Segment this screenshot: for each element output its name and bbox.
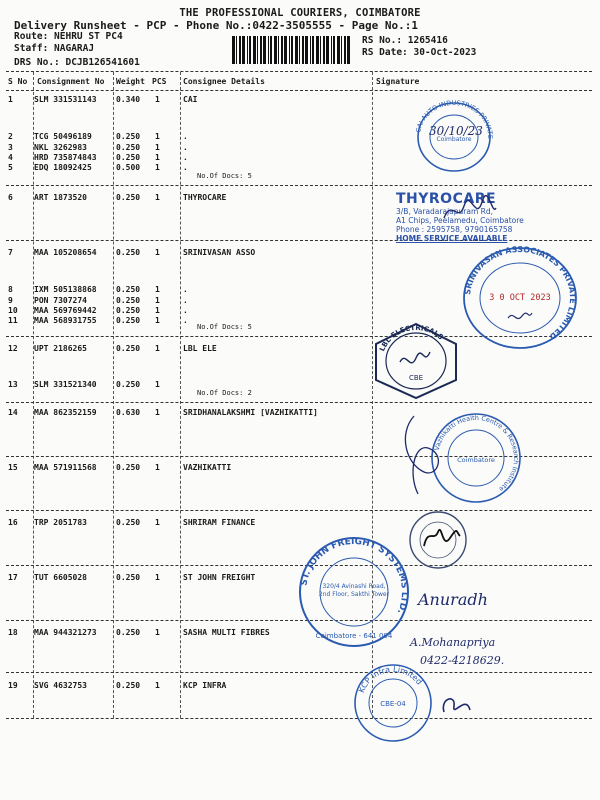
row-divider xyxy=(6,672,592,673)
row-consignment: MAA 862352159 xyxy=(34,408,97,417)
row-weight: 0.250 xyxy=(116,132,141,141)
row-pcs: 1 xyxy=(155,518,160,527)
row-weight: 0.250 xyxy=(116,248,141,257)
barcode-icon xyxy=(232,36,354,64)
row-weight: 0.250 xyxy=(116,296,141,305)
row-sno: 14 xyxy=(8,408,18,417)
runsheet-subtitle: Delivery Runsheet - PCP - Phone No.:0422-3505555 - Page No.:1 xyxy=(14,19,418,32)
row-consignment: IXM 505138868 xyxy=(34,285,97,294)
row-consignment: TRP 2051783 xyxy=(34,518,87,527)
svg-text:Coimbatore: Coimbatore xyxy=(457,456,495,464)
row-weight: 0.250 xyxy=(116,573,141,582)
lbl-stamp xyxy=(370,320,462,402)
row-pcs: 1 xyxy=(155,285,160,294)
rs-date: RS Date: 30-Oct-2023 xyxy=(362,47,477,58)
row-consignment: SLM 331531143 xyxy=(34,95,97,104)
svg-text:30/10/23: 30/10/23 xyxy=(429,124,483,138)
col-sno: S No xyxy=(8,77,28,86)
doc-count: No.Of Docs: 5 xyxy=(197,172,252,180)
row-pcs: 1 xyxy=(155,95,160,104)
row-consignment: MAA 569769442 xyxy=(34,306,97,315)
row-pcs: 1 xyxy=(155,248,160,257)
doc-count: No.Of Docs: 2 xyxy=(197,389,252,397)
svg-text:Coimbatore - 641 004: Coimbatore - 641 004 xyxy=(315,632,393,640)
row-sno: 11 xyxy=(8,316,18,325)
divider xyxy=(6,90,592,91)
col-consignee: Consignee Details xyxy=(183,77,265,86)
row-pcs: 1 xyxy=(155,628,160,637)
row-consignment: TCG 50496189 xyxy=(34,132,92,141)
row-sno: 4 xyxy=(8,153,13,162)
row-sno: 13 xyxy=(8,380,18,389)
row-sno: 18 xyxy=(8,628,18,637)
row-pcs: 1 xyxy=(155,681,160,690)
row-weight: 0.340 xyxy=(116,95,141,104)
row-consignee: KCP INFRA xyxy=(183,681,227,690)
signature-sasha-phone: 0422-4218629. xyxy=(420,654,505,667)
row-pcs: 1 xyxy=(155,573,160,582)
doc-count: No.Of Docs: 5 xyxy=(197,323,252,331)
svg-text:SRINIVASAN ASSOCIATES PRIVATE: SRINIVASAN ASSOCIATES PRIVATE LIMITED xyxy=(463,244,578,342)
cai-stamp xyxy=(410,97,500,177)
row-pcs: 1 xyxy=(155,143,160,152)
svg-text:LBL ELECTRICALS: LBL ELECTRICALS xyxy=(378,323,445,353)
row-consignee: SRINIVASAN ASSO xyxy=(183,248,256,257)
svg-text:ST. JOHN FREIGHT SYSTEMS LTD.: ST. JOHN FREIGHT SYSTEMS LTD. xyxy=(299,536,410,616)
row-consignment: UPT 2186265 xyxy=(34,344,87,353)
row-pcs: 1 xyxy=(155,344,160,353)
row-weight: 0.250 xyxy=(116,344,141,353)
row-weight: 0.250 xyxy=(116,380,141,389)
row-sno: 8 xyxy=(8,285,13,294)
row-pcs: 1 xyxy=(155,153,160,162)
stjohn-stamp xyxy=(292,532,416,650)
row-consignment: PON 7307274 xyxy=(34,296,87,305)
row-weight: 0.250 xyxy=(116,681,141,690)
row-sno: 9 xyxy=(8,296,13,305)
row-weight: 0.250 xyxy=(116,306,141,315)
row-pcs: 1 xyxy=(155,163,160,172)
row-consignee: . xyxy=(183,132,188,141)
row-weight: 0.250 xyxy=(116,143,141,152)
row-consignment: MAA 944321273 xyxy=(34,628,97,637)
row-consignee: VAZHIKATTI xyxy=(183,463,232,472)
row-consignee: . xyxy=(183,153,188,162)
row-weight: 0.250 xyxy=(116,628,141,637)
svg-text:KCP Infra Limited: KCP Infra Limited xyxy=(356,664,424,695)
row-sno: 3 xyxy=(8,143,13,152)
row-consignee: ST JOHN FREIGHT xyxy=(183,573,256,582)
row-pcs: 1 xyxy=(155,380,160,389)
row-pcs: 1 xyxy=(155,296,160,305)
row-pcs: 1 xyxy=(155,306,160,315)
signature-stjohn: Anuradh xyxy=(418,590,488,609)
row-consignee: CAI xyxy=(183,95,198,104)
row-consignee: SHRIRAM FINANCE xyxy=(183,518,256,527)
col-consignment: Consignment No xyxy=(37,77,105,86)
row-sno: 1 xyxy=(8,95,13,104)
row-weight: 0.500 xyxy=(116,163,141,172)
row-sno: 15 xyxy=(8,463,18,472)
row-weight: 0.630 xyxy=(116,408,141,417)
rs-number: RS No.: 1265416 xyxy=(362,35,448,46)
row-sno: 17 xyxy=(8,573,18,582)
staff-label: Staff: NAGARAJ xyxy=(14,43,95,54)
row-consignee: LBL ELE xyxy=(183,344,217,353)
svg-text:CBE-04: CBE-04 xyxy=(380,700,406,708)
row-consignee: SRIDHANALAKSHMI [VAZHIKATTI] xyxy=(183,408,318,417)
row-consignee: . xyxy=(183,285,188,294)
row-sno: 2 xyxy=(8,132,13,141)
svg-text:CBE: CBE xyxy=(408,374,424,382)
vazhikatti-stamp xyxy=(384,404,534,508)
row-weight: 0.250 xyxy=(116,285,141,294)
row-consignment: NKL 3262983 xyxy=(34,143,87,152)
row-sno: 5 xyxy=(8,163,13,172)
row-weight: 0.250 xyxy=(116,316,141,325)
row-pcs: 1 xyxy=(155,408,160,417)
column-separator xyxy=(180,72,181,718)
row-consignee: SASHA MULTI FIBRES xyxy=(183,628,270,637)
row-consignment: MAA 568931755 xyxy=(34,316,97,325)
row-consignment: MAA 571911568 xyxy=(34,463,97,472)
row-weight: 0.250 xyxy=(116,463,141,472)
row-weight: 0.250 xyxy=(116,153,141,162)
signature-scribble xyxy=(436,690,476,720)
svg-text:CAI AUTO INDUSTRIES PRIVATE: CAI AUTO INDUSTRIES PRIVATE xyxy=(414,98,495,139)
row-divider xyxy=(6,718,592,719)
row-consignment: SVG 4632753 xyxy=(34,681,87,690)
row-consignment: EDQ 18092425 xyxy=(34,163,92,172)
svg-text:3 0 OCT 2023: 3 0 OCT 2023 xyxy=(489,293,551,303)
svg-text:Vazhikatti Health Centre & Res: Vazhikatti Health Centre & Research Institute xyxy=(432,413,521,494)
divider xyxy=(6,71,592,72)
row-pcs: 1 xyxy=(155,132,160,141)
row-consignee: . xyxy=(183,296,188,305)
row-consignee: . xyxy=(183,316,188,325)
row-divider xyxy=(6,510,592,511)
srinivasan-stamp xyxy=(458,242,584,352)
row-sno: 19 xyxy=(8,681,18,690)
row-sno: 7 xyxy=(8,248,13,257)
row-consignment: TUT 6605028 xyxy=(34,573,87,582)
row-sno: 10 xyxy=(8,306,18,315)
row-sno: 6 xyxy=(8,193,13,202)
thyrocare-stamp: THYROCARE 3/B, Varadarajapuram Rd, A1 Chips, Peelamedu, Coimbatore Phone : 2595758, 9790165758 HOME SERVICE AVAILABLE xyxy=(396,191,524,243)
row-pcs: 1 xyxy=(155,463,160,472)
company-title: THE PROFESSIONAL COURIERS, COIMBATORE xyxy=(179,7,421,19)
signature-sasha-name: A.Mohanapriya xyxy=(410,636,496,649)
row-weight: 0.250 xyxy=(116,518,141,527)
row-consignee: . xyxy=(183,143,188,152)
svg-text:Coimbatore: Coimbatore xyxy=(436,136,472,143)
row-consignee: . xyxy=(183,306,188,315)
column-separator xyxy=(113,72,114,718)
row-divider xyxy=(6,185,592,186)
svg-text:320/4 Avinashi Road,: 320/4 Avinashi Road, xyxy=(322,583,386,590)
row-pcs: 1 xyxy=(155,193,160,202)
row-consignment: HRD 735874843 xyxy=(34,153,97,162)
signature-scribble xyxy=(440,194,500,230)
row-consignment: ART 1873520 xyxy=(34,193,87,202)
route-label: Route: NEHRU ST PC4 xyxy=(14,31,123,42)
col-signature: Signature xyxy=(376,77,420,86)
row-sno: 16 xyxy=(8,518,18,527)
row-consignment: MAA 105208654 xyxy=(34,248,97,257)
row-weight: 0.250 xyxy=(116,193,141,202)
row-consignee: . xyxy=(183,163,188,172)
svg-text:2nd Floor, Sakthi Tower: 2nd Floor, Sakthi Tower xyxy=(318,591,390,598)
row-sno: 12 xyxy=(8,344,18,353)
row-consignee: THYROCARE xyxy=(183,193,227,202)
row-pcs: 1 xyxy=(155,316,160,325)
kcp-stamp xyxy=(350,660,436,746)
row-consignment: SLM 331521340 xyxy=(34,380,97,389)
col-weight: Weight xyxy=(116,77,145,86)
drs-number: DRS No.: DCJB126541601 xyxy=(14,57,140,68)
row-divider xyxy=(6,402,592,403)
col-pcs: PCS xyxy=(152,77,167,86)
